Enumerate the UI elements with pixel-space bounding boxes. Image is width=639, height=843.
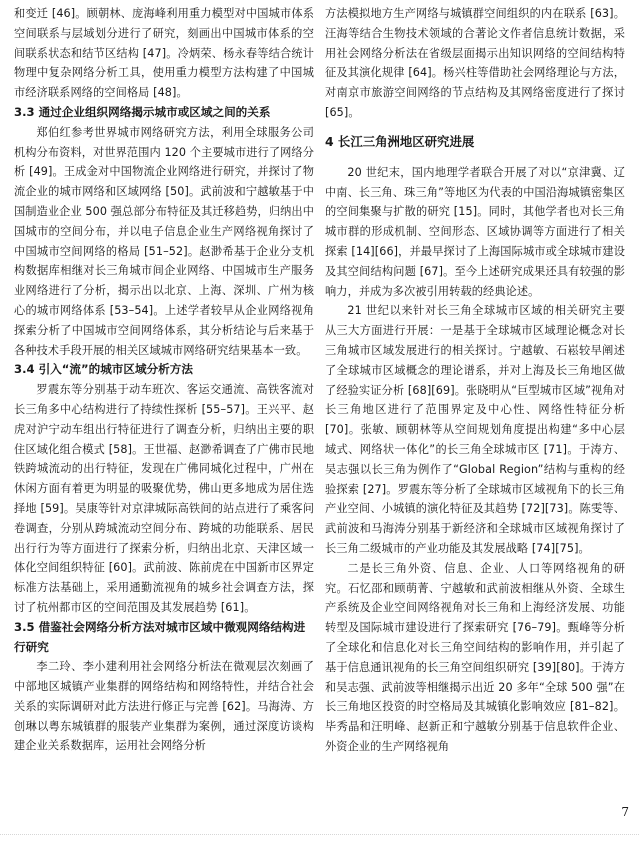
paragraph: 方法模拟地方生产网络与城镇群空间组织的内在联系 [63]。汪海等结合生物技术领域的合著论文作者信息统计数据，采用社会网络分析法在省级层面揭示出知识网络的空间结构特征及其演化规律 [64]。杨兴柱等借助社会网络理论与方法，对南京市旅游空间网络的节点结构及其网络密度进行了探讨 [65]。	[325, 7, 625, 119]
section-heading: 3.3 通过企业组织网络揭示城市或区域之间的关系	[14, 104, 271, 119]
paragraph: 李二玲、李小建利用社会网络分析法在微观层次刻画了中部地区城镇产业集群的网络结构和网络特性，并结合社会关系的实际调研对此方法进行修正与完善 [62]。马海涛、方创琳以粤东城镇群的服装产业集群为案例，通过深度访谈构建企业关系数据库，运用社会网络分析	[14, 660, 314, 753]
paragraph: 20 世纪末，国内地理学者联合开展了对以“京津冀、辽中南、长三角、珠三角”等地区为代表的中国沿海城镇密集区的空间集聚与扩散的研究 [15]。同时，其他学者也对长三角城市群的形成机制、空间形态、区域协调等方面进行了相关探索 [14][66]，并最早探讨了上海国际城市或全球城市建设及其空间结构问题 [67]。至今上述研究成果还具有较强的影响力，并成为多次被引用转载的经典论述。	[325, 165, 625, 298]
chapter-heading: 4 长江三角洲地区研究进展	[325, 133, 475, 149]
right-column	[325, 4, 625, 757]
paragraph: 郑伯红参考世界城市网络研究方法，利用全球服务公司机构分布资料，对世界范围内 120 个主要城市进行了网络分析 [49]。王成金对中国物流企业网络进行研究，并探讨了物流企业的城市网络和区域网络 [50]。武前波和宁越敏基于中国制造业企业 500 强总部分布特征及其迁移趋势，归纳出中国城市的空间分布，并以电子信息企业生产网络视角探讨了中国城市空间网络的格局 [51–52]。赵渺希基于企业分支机构数据库相继对长三角城市间企业网络、中国城市生产服务业网络进行了分析，揭示出以北京、上海、深圳、广州为核心的城市网络体系 [53–54]。上述学者较早从企业网络视角探索分析了中国城市空间网络体系，其分析结论与后来基于各种技术手段开展的相关区域城市网络研究结果基本一致。	[14, 125, 314, 357]
section-heading: 3.5 借鉴社会网络分析方法对城市区域中微观网络结构进行研究	[14, 619, 306, 654]
paragraph: 和变迁 [46]。顾朝林、庞海峰利用重力模型对中国城市体系空间联系与层域划分进行了研究，刻画出中国城市体系的空间联系状态和结节区结构 [47]。冷炳荣、杨永春等结合统计物理中复杂网络分析工具，使用重力模型方法构建了中国城市经济联系网络的空间格局 [48]。	[14, 7, 314, 100]
footer-divider	[0, 834, 639, 841]
paragraph: 21 世纪以来针对长三角全球城市区域的相关研究主要从三大方面进行开展：一是基于全球城市区域理论概念对长三角城市区域发展进行的相关探讨。宁越敏、石崧较早阐述了全球城市区域概念的理论谱系，并对上海及长三角地区做了经验实证分析 [68][69]。张晓明从“巨型城市区域”视角对长三角地区进行了范围界定及中心性、网络性特征分析 [70]。张敏、顾朝林等从空间规划角度提出构建“多中心层域式、网络状一体化”的长三角全球城市区 [71]。于涛方、吴志强以长三角为例作了“Global Region”结构与重构的经验探索 [27]。罗震东等分析了全球城市区域视角下的长三角产业空间、小城镇的演化特征及其趋势 [72][73]。陈雯等、武前波和马海涛分别基于新经济和全球城市区域视角探讨了长三角二级城市的产业功能及其发展战略 [74][75]。	[325, 304, 625, 555]
paragraph: 二是长三角外资、信息、企业、人口等网络视角的研究。石忆邵和顾萌菁、宁越敏和武前波相继从外资、全球生产系统及企业空间网络视角对长三角和上海经济发展、功能转型及国际城市建设进行了探索研究 [76–79]。甄峰等分析了全球化和信息化对长三角空间结构的影响作用，并引起了基于信息通讯视角的长三角空间组织研究 [39][80]。于涛方和吴志强、武前波等相继揭示出近 20 多年“全球 500 强”在长三角地区投资的时空格局及其城镇化影响效应 [81–82]。毕秀晶和汪明峰、赵新正和宁越敏分别基于信息软件企业、外资企业的生产网络视角	[325, 561, 625, 753]
left-column	[14, 4, 314, 756]
section-heading: 3.4 引入“流”的城市区域分析方法	[14, 362, 193, 377]
page-number: 7	[621, 805, 629, 819]
paragraph: 罗震东等分别基于动车班次、客运交通流、高铁客流对长三角多中心结构进行了持续性探析 [55–57]。王兴平、赵虎对沪宁动车组出行特征进行了调查分析，归纳出主要的职住区域化组合模式 [58]。王世福、赵渺希调查了广佛市民地铁跨城流动的出行特征，发现在广佛同城化过程中，广州在休闲方面有着更为明显的吸聚优势，佛山更多地成为居住选择地 [59]。吴康等针对京津城际高铁间的站点进行了乘客问卷调查，分别从跨城流动空间分布、跨城的功能联系、居民出行行为等方面进行了探索分析，归纳出北京、天津区域一体化空间组织特征 [60]。武前波、陈前虎在中国新市区界定标准方法基础上，采用通勤流视角的城乡社会调查方法，探讨了杭州都市区的空间范围及其发展趋势 [61]。	[14, 383, 314, 614]
